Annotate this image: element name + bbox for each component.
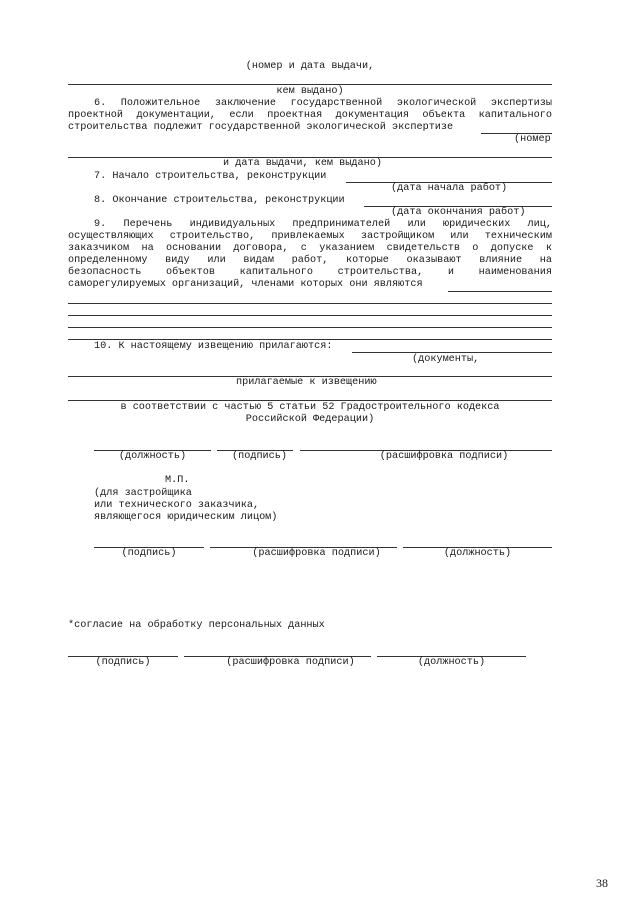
item-6-caption: (номер [514,134,551,145]
attachments-input-line[interactable] [352,352,552,353]
attachments-caption: (документы, [412,354,480,365]
end-date-caption: (дата окончания работ) [391,207,526,218]
decoding-caption-2: (расшифровка подписи) [252,548,381,559]
stamp-note-line-1: (для застройщика [94,488,192,499]
item-10-label: 10. К настоящему извещению прилагаются: [94,341,333,352]
issued-by-caption: кем выдано) [276,86,344,97]
item-8-label: 8. Окончание строительства, реконструкции [94,195,345,206]
position-caption-1: (должность) [118,451,187,462]
issue-number-line[interactable] [68,84,552,85]
item-9-line-5: безопасность объектов капитального строительства, и наименования [68,267,552,278]
legal-basis-line-2: Российской Федерации) [245,414,375,425]
item-9-input-line-1[interactable] [448,291,552,292]
item-9-input-line-5[interactable] [68,339,552,340]
stamp-note-line-2: или технического заказчика, [94,500,260,511]
position-caption-2: (должность) [443,548,512,559]
item-6-line-2: проектной документации, если проектная документация объекта капитального [68,110,552,121]
item-9-input-line-3[interactable] [68,315,552,316]
item-7-label: 7. Начало строительства, реконструкции [94,171,327,182]
page-number: 38 [596,876,608,890]
decoding-caption-1: (расшифровка подписи) [379,451,509,462]
issue-number-caption: (номер и дата выдачи, [245,61,375,72]
stamp-note-line-3: являющегося юридическим лицом) [94,512,278,523]
attachments-full-line-2[interactable] [68,400,552,401]
item-6-caption-2: и дата выдачи, кем выдано) [223,158,382,169]
item-9-line-3: заказчиком на основании договора, с указанием свидетельств о допуске к [68,243,552,254]
item-9-input-line-2[interactable] [68,303,552,304]
start-date-caption: (дата начала работ) [391,183,508,194]
item-6-line-3: строительства подлежит государственной экологической экспертизе [68,122,454,133]
item-9-line-1: 9. Перечень индивидуальных предпринимателей или юридических лиц, [94,219,552,230]
item-6-line-1: 6. Положительное заключение государственной экологической экспертизы [94,98,552,109]
stamp-label: М.П. [165,475,190,486]
item-9-input-line-4[interactable] [68,327,552,328]
legal-basis-line-1: в соответствии с частью 5 статьи 52 Градостроительного кодекса [120,402,500,413]
attachments-caption-2: прилагаемые к извещению [236,377,377,388]
signature-caption-2: (подпись) [121,548,177,559]
signature-caption-3: (подпись) [95,657,151,668]
position-caption-3: (должность) [417,657,486,668]
signature-caption-1: (подпись) [231,451,288,462]
item-9-line-4: определенному виду или видам работ, которые оказывают влияние на [68,255,552,266]
decoding-caption-3: (расшифровка подписи) [226,657,355,668]
item-9-line-2: осуществляющих строительство, привлекаемых застройщиком или техническим [68,231,552,242]
item-9-line-6: саморегулируемых организаций, членами которых они являются [68,279,423,290]
consent-text: *согласие на обработку персональных данных [68,620,325,631]
